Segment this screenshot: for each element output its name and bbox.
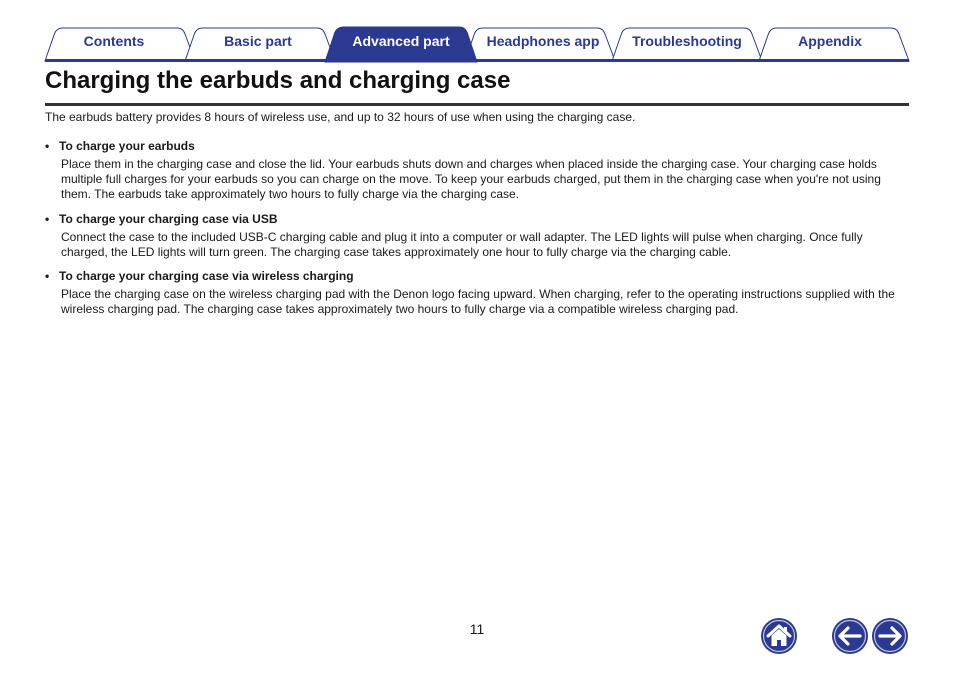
section-heading [45, 139, 911, 154]
tab-bar [0, 0, 954, 64]
tab-headphones-app-label: Headphones app [486, 33, 600, 49]
section-body: Place the charging case on the wireless charging pad with the Denon logo facing upward. When charging, refer to the operating instructions supplied with the wireless charging pad. The charging case takes approximately two hours to fully charge via a compatible wireless charging pad. [61, 287, 895, 316]
bullet: • [45, 212, 50, 226]
tab-troubleshooting-label: Troubleshooting [632, 33, 742, 49]
section-body: Place them in the charging case and close the lid. Your earbuds shuts down and charges when placed inside the charging case. Your charging case holds multiple full charges for your earbuds so you can charge on the move. To keep your earbuds charged, put them in the charging case when you're not using them. The earbuds take approximately two hours to fully charge via the charging case. [61, 157, 881, 201]
tab-advanced-part-label: Advanced part [352, 33, 450, 49]
title-rule [45, 103, 909, 106]
section-heading [45, 269, 911, 284]
back-button[interactable] [831, 617, 869, 655]
section-heading-text: To charge your charging case via USB [59, 212, 278, 226]
bullet: • [45, 139, 50, 153]
section-charge-usb [45, 212, 911, 260]
section-heading-text: To charge your earbuds [59, 139, 195, 153]
home-button[interactable] [760, 617, 798, 655]
intro-paragraph: The earbuds battery provides 8 hours of wireless use, and up to 32 hours of use when using the charging case. [45, 110, 636, 124]
section-charge-wireless [45, 269, 911, 317]
section-heading-text: To charge your charging case via wireless charging [59, 269, 354, 283]
section-heading [45, 212, 911, 227]
tab-appendix-label: Appendix [798, 33, 862, 49]
tab-appendix[interactable] [759, 28, 909, 61]
tab-contents-label: Contents [83, 33, 145, 49]
tab-basic-part-label: Basic part [224, 33, 292, 49]
page-title: Charging the earbuds and charging case [45, 67, 511, 94]
tab-headphones-app[interactable] [465, 28, 615, 61]
tab-contents[interactable] [45, 28, 195, 61]
page-number: 11 [469, 621, 485, 637]
forward-button[interactable] [871, 617, 909, 655]
tab-advanced-part[interactable] [325, 27, 477, 62]
section-charge-earbuds [45, 139, 911, 202]
bullet: • [45, 269, 50, 283]
tab-basic-part[interactable] [185, 28, 335, 61]
tab-troubleshooting[interactable] [612, 28, 762, 61]
section-body: Connect the case to the included USB-C charging cable and plug it into a computer or wall adapter. The LED lights will pulse when charging. Once fully charged, the LED lights will turn green. The charging case takes approximately one hour to fully charge via the charging cable. [61, 230, 863, 259]
